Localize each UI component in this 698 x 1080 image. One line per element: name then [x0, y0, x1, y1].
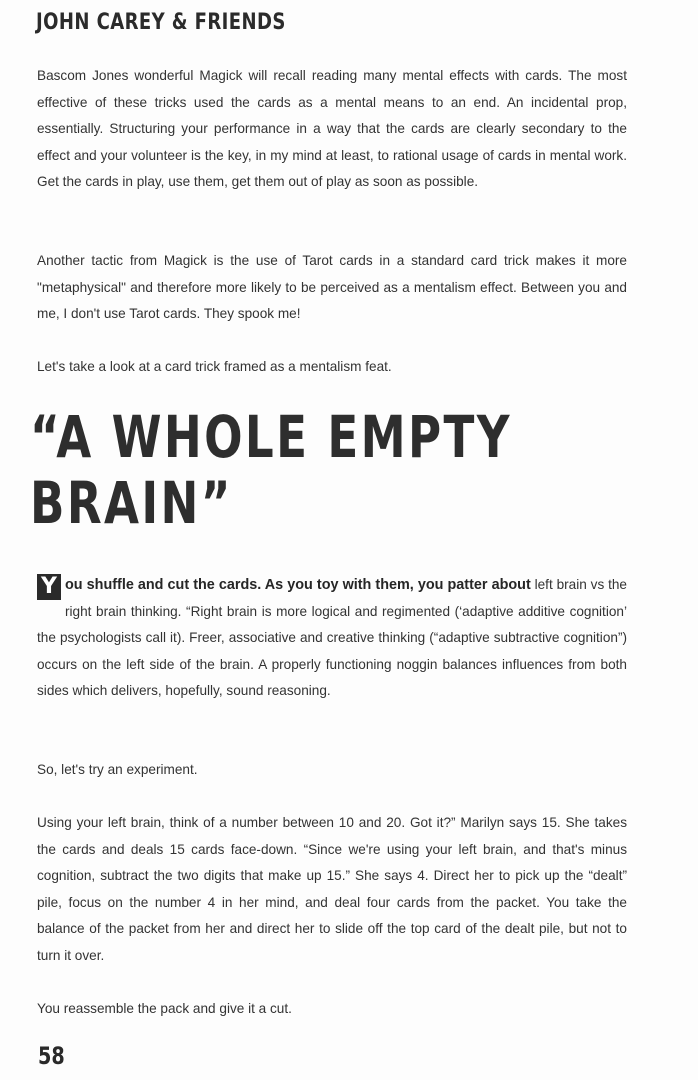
- intro-lead-bold: ou shuffle and cut the cards. As you toy with them, you patter about: [65, 577, 531, 593]
- article-title: [30, 404, 529, 536]
- intro-paragraph: [37, 572, 627, 705]
- page-number: 58: [38, 1042, 65, 1070]
- article-title-line-2: BRAIN”: [30, 469, 233, 537]
- paragraph-reassemble: You reassemble the pack and give it a cut.: [37, 1001, 292, 1016]
- intro-rest: left brain vs the right brain thinking. “Right brain is more logical and regimented (‘adaptive additive cognition’ the psychologists call it). Freer, associative and creative thinking (“adaptive subtractive cognition”) occurs on the left side of the brain. A properly functioning noggin balances influences from both sides which delivers, hopefully, sound reasoning.: [37, 577, 627, 699]
- running-header: JOHN CAREY & FRIENDS: [36, 10, 286, 35]
- paragraph-bascom-jones: Bascom Jones wonderful Magick will recall reading many mental effects with cards. The most effective of these tricks used the cards as a mental means to an end. An incidental prop, essentially. Structuring your performance in a way that the cards are clearly secondary to the effect and your volunteer is the key, in my mind at least, to rational usage of cards in mental work. Get the cards in play, use them, get them out of play as soon as possible.: [37, 68, 627, 190]
- paragraph-experiment: So, let's try an experiment.: [37, 762, 198, 777]
- paragraph-lead-in: Let's take a look at a card trick framed as a mentalism feat.: [37, 359, 392, 374]
- article-title-line-1: “A WHOLE EMPTY: [30, 403, 512, 471]
- drop-cap: Y: [37, 574, 61, 600]
- paragraph-tarot: Another tactic from Magick is the use of Tarot cards in a standard card trick makes it more "metaphysical" and therefore more likely to be perceived as a mentalism effect. Between you and me, I don't use Tarot cards. They spook me!: [37, 253, 627, 322]
- paragraph-instructions: Using your left brain, think of a number between 10 and 20. Got it?” Marilyn says 15. She takes the cards and deals 15 cards face-down. “Since we're using your left brain, and that's minus cognition, subtract the two digits that make up 15.” She says 4. Direct her to pick up the “dealt” pile, focus on the number 4 in her mind, and deal four cards from the packet. You take the balance of the packet from her and direct her to slide off the top card of the dealt pile, but not to turn it over.: [37, 815, 627, 963]
